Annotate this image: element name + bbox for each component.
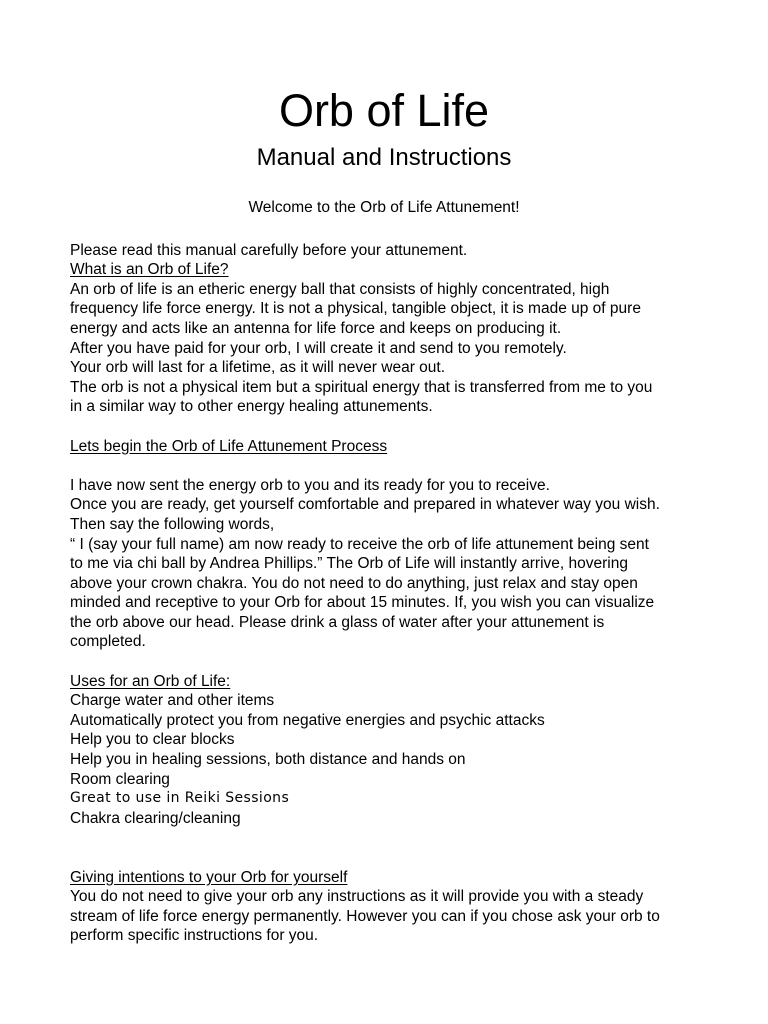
text-line: After you have paid for your orb, I will create it and send to you remotely.: [70, 339, 567, 357]
text-line: Once you are ready, get yourself comfortable and prepared in whatever way you wish.: [70, 496, 660, 514]
text-line: minded and receptive to your Orb for about 15 minutes. If, you wish you can visualize: [70, 594, 655, 612]
blank-line: [70, 456, 700, 476]
section-heading: Lets begin the Orb of Life Attunement Process: [70, 437, 388, 455]
blank-line: [70, 417, 700, 437]
text-line: Please read this manual carefully before your attunement.: [70, 241, 468, 259]
text-line: Charge water and other items: [70, 692, 275, 710]
document-title: Orb of Life: [278, 85, 490, 136]
text-line: above your crown chakra. You do not need to do anything, just relax and stay open: [70, 574, 638, 592]
text-line: I have now sent the energy orb to you and its ready for you to receive.: [70, 476, 550, 494]
text-line: Help you in healing sessions, both distance and hands on: [70, 751, 466, 769]
text-line: stream of life force energy permanently. However you can if you chose ask your orb to: [70, 907, 660, 925]
text-line: Great to use in Reiki Sessions: [70, 790, 290, 807]
text-line: to me via chi ball by Andrea Phillips.” The Orb of Life will instantly arrive, hovering: [70, 555, 628, 573]
text-line: You do not need to give your orb any instructions as it will provide you with a steady: [70, 888, 644, 906]
welcome-line: Welcome to the Orb of Life Attunement!: [248, 199, 520, 216]
text-line: energy and acts like an antenna for life force and keeps on producing it.: [70, 319, 562, 337]
text-line: “ I (say your full name) am now ready to receive the orb of life attunement being sent: [70, 535, 649, 553]
text-line: Then say the following words,: [70, 515, 275, 533]
text-line: The orb is not a physical item but a spiritual energy that is transferred from me to you: [70, 378, 653, 396]
text-line: Automatically protect you from negative energies and psychic attacks: [70, 711, 545, 729]
text-line: An orb of life is an etheric energy ball that consists of highly concentrated, high: [70, 280, 610, 298]
blank-line: [70, 828, 700, 848]
section-heading: What is an Orb of Life?: [70, 261, 229, 279]
section-heading: Giving intentions to your Orb for yourself: [70, 868, 348, 886]
text-line: perform specific instructions for you.: [70, 927, 319, 945]
text-line: Help you to clear blocks: [70, 731, 235, 749]
text-line: Room clearing: [70, 770, 170, 788]
text-line: Your orb will last for a lifetime, as it will never wear out.: [70, 359, 446, 377]
blank-line: [70, 848, 700, 868]
text-line: completed.: [70, 633, 146, 651]
blank-line: [70, 652, 700, 672]
document-subtitle: Manual and Instructions: [256, 144, 512, 171]
document-header: [0, 85, 768, 218]
text-line: frequency life force energy. It is not a physical, tangible object, it is made up of pure: [70, 300, 641, 318]
text-line: the orb above our head. Please drink a glass of water after your attunement is: [70, 613, 605, 631]
section-heading: Uses for an Orb of Life:: [70, 672, 231, 690]
text-line: Chakra clearing/cleaning: [70, 809, 241, 827]
text-line: in a similar way to other energy healing attunements.: [70, 398, 433, 416]
document-body: [70, 241, 700, 946]
